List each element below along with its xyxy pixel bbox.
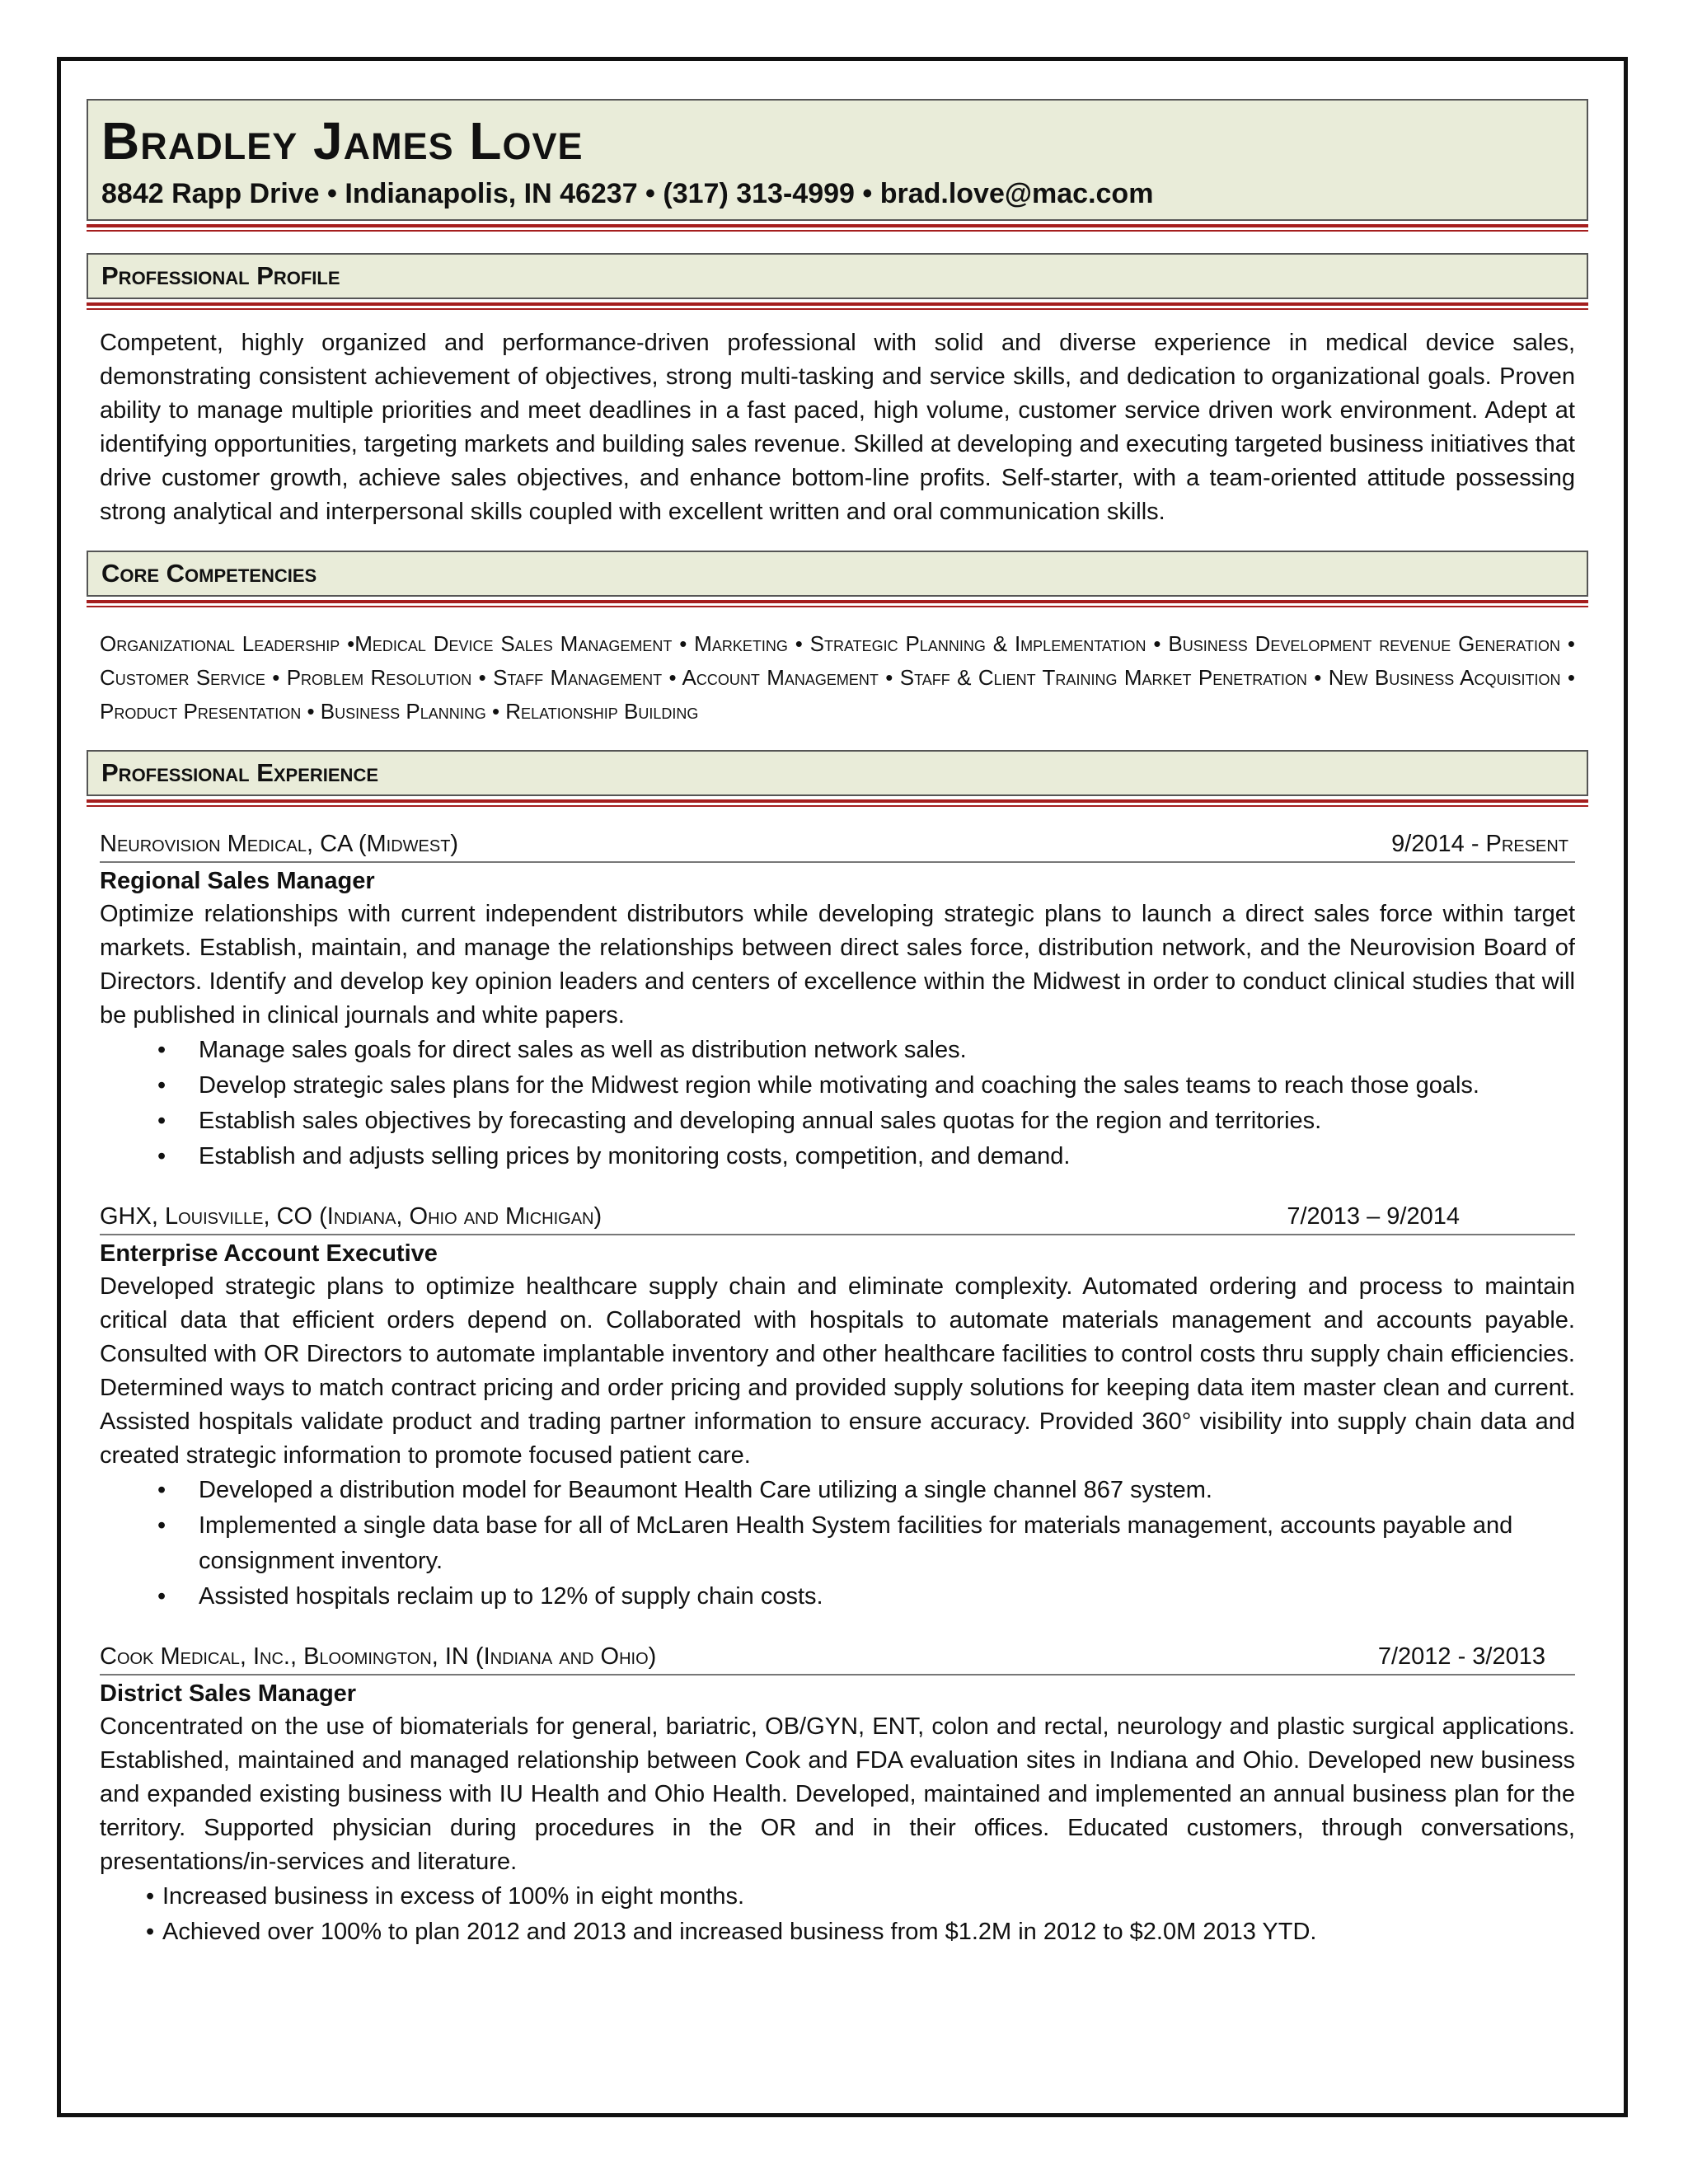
bullet-icon: •: [157, 1512, 166, 1539]
section-heading: Professional Profile: [87, 253, 1588, 299]
resume-header: [87, 99, 1588, 221]
job-description: Optimize relationships with current independent distributors while developing strategic plans to launch a direct sales force within target markets. Establish, maintain, and manage the relationships between direct sales force, distribution network, and the Neurovision Board of Directors. Identify and develop key opinion leaders and centers of excellence within the Midwest in order to conduct clinical studies that will be published in clinical journals and white papers.: [100, 901, 1575, 1029]
bullet-icon: •: [157, 1477, 166, 1503]
job-bullets: [100, 1879, 1575, 1950]
section-rule: [87, 799, 1588, 807]
job-header: [100, 827, 1575, 863]
bullet-icon: •: [157, 1143, 166, 1169]
job-description: Developed strategic plans to optimize healthcare supply chain and eliminate complexity. Automated ordering and process to maintain critical data that efficient orders depend on. Collaborated with hospitals to automate materials management and accounts payable. Consulted with OR Directors to automate implantable inventory and other healthcare facilities to control costs thru supply chain efficiencies. Determined ways to match contract pricing and order pricing and provided supply solutions for keeping data item master clean and current. Assisted hospitals validate product and trading partner information to ensure accuracy. Provided 360° visibility into supply chain data and created strategic information to promote focused patient care.: [100, 1273, 1575, 1469]
bullet-icon: •: [146, 1883, 155, 1910]
job-header: [100, 1199, 1575, 1235]
list-item: • Assisted hospitals reclaim up to 12% of supply chain costs.: [100, 1579, 1575, 1615]
list-item: • Develop strategic sales plans for the Midwest region while motivating and coaching the sales teams to reach those goals.: [100, 1068, 1575, 1104]
section-rule: [87, 600, 1588, 607]
job-company: GHX, Louisville, CO (Indiana, Ohio and Michigan): [100, 1203, 603, 1230]
job-title: District Sales Manager: [100, 1680, 357, 1707]
job-dates: 7/2012 - 3/2013: [1377, 1643, 1545, 1670]
section-rule: [87, 302, 1588, 310]
job-company: Cook Medical, Inc., Bloomington, IN (Indiana and Ohio): [100, 1643, 657, 1670]
job-header: [100, 1639, 1575, 1675]
bullet-icon: •: [157, 1072, 166, 1099]
list-item: • Developed a distribution model for Beaumont Health Care utilizing a single channel 867 system.: [100, 1473, 1575, 1508]
list-item: • Implemented a single data base for all of McLaren Health System facilities for materials management, accounts payable and consignment inventory.: [100, 1508, 1575, 1579]
header-rule: [87, 224, 1588, 232]
job-entry: [100, 1199, 1575, 1615]
contact-line: 8842 Rapp Drive • Indianapolis, IN 46237 • (317) 313-4999 • brad.love@mac.com: [101, 178, 1154, 209]
bullet-icon: •: [157, 1108, 166, 1134]
bullet-icon: •: [157, 1037, 166, 1063]
job-bullets: [100, 1033, 1575, 1174]
competencies-text: Organizational Leadership •Medical Device Sales Management • Marketing • Strategic Planning & Implementation • Business Development revenue Generation • Customer Service • Problem Resolution • Staff Management • Account Management • Staff & Client Training Market Penetration • New Business Acquisition • Product Presentation • Business Planning • Relationship Building: [100, 631, 1575, 724]
list-item: • Establish and adjusts selling prices by monitoring costs, competition, and demand.: [100, 1139, 1575, 1174]
section-heading: Professional Experience: [87, 750, 1588, 796]
list-item: • Establish sales objectives by forecasting and developing annual sales quotas for the region and territories.: [100, 1104, 1575, 1139]
job-bullets: [100, 1473, 1575, 1615]
job-company: Neurovision Medical, CA (Midwest): [100, 831, 459, 857]
job-title: Regional Sales Manager: [100, 868, 375, 894]
section-heading: Core Competencies: [87, 551, 1588, 597]
job-description: Concentrated on the use of biomaterials for general, bariatric, OB/GYN, ENT, colon and rectal, neurology and plastic surgical applications. Established, maintained and managed relationship between Cook and FDA evaluation sites in Indiana and Ohio. Developed new business and expanded existing business with IU Health and Ohio Health. Developed, maintained and implemented an annual business plan for the territory. Supported physician during procedures in the OR and in their offices. Educated customers, through conversations, presentations/in-services and literature.: [100, 1713, 1575, 1875]
competencies-section: [87, 551, 1588, 729]
list-item: • Manage sales goals for direct sales as well as distribution network sales.: [100, 1033, 1575, 1068]
job-dates: 9/2014 - Present: [1391, 831, 1568, 857]
job-title: Enterprise Account Executive: [100, 1240, 438, 1267]
resume: [87, 99, 1588, 1950]
profile-text: Competent, highly organized and performance-driven professional with solid and diverse experience in medical device sales, demonstrating consistent achievement of objectives, strong multi-tasking and service skills, and dedication to organizational goals. Proven ability to manage multiple priorities and meet deadlines in a fast paced, high volume, customer service driven work environment. Adept at identifying opportunities, targeting markets and building sales revenue. Skilled at developing and executing targeted business initiatives that drive customer growth, achieve sales objectives, and enhance bottom-line profits. Self-starter, with a team-oriented attitude possessing strong analytical and interpersonal skills coupled with excellent written and oral communication skills.: [100, 330, 1575, 525]
candidate-name: Bradley James Love: [101, 111, 584, 171]
bullet-icon: •: [146, 1919, 155, 1945]
job-dates: 7/2013 – 9/2014: [1287, 1203, 1460, 1230]
profile-section: [87, 253, 1588, 529]
job-entry: [100, 1639, 1575, 1950]
list-item: • Increased business in excess of 100% in eight months.: [100, 1879, 1575, 1915]
job-entry: [100, 827, 1575, 1174]
list-item: • Achieved over 100% to plan 2012 and 2013 and increased business from $1.2M in 2012 to $2.0M 2013 YTD.: [100, 1915, 1575, 1950]
experience-section: [87, 750, 1588, 1950]
bullet-icon: •: [157, 1583, 166, 1610]
